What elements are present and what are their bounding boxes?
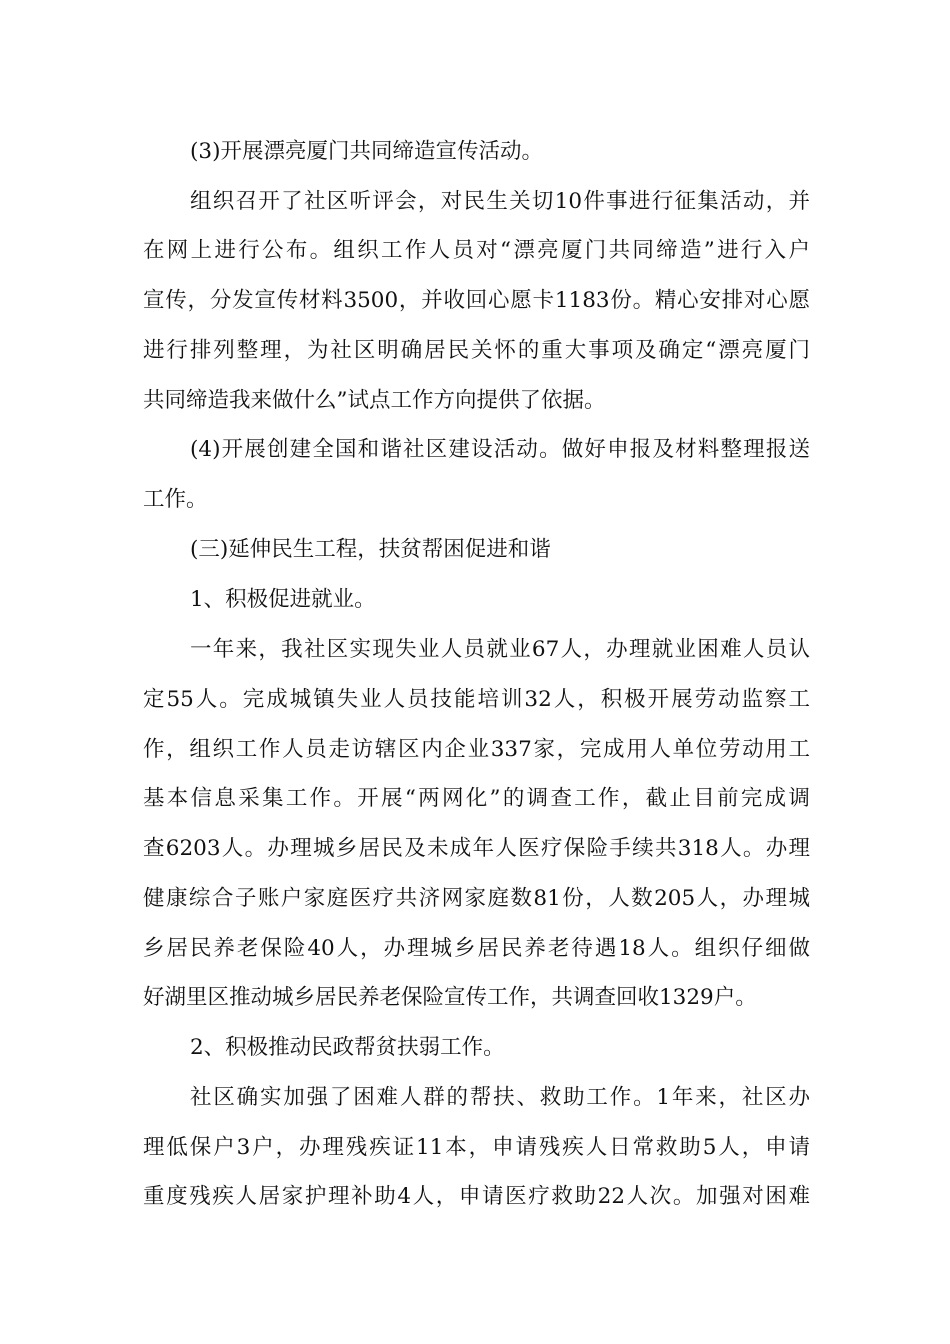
paragraph-line: 重度残疾人居家护理补助4人，申请医疗救助22人次。加强对困难 xyxy=(143,1184,810,1209)
paragraph-line: 宣传，分发宣传材料3500，并收回心愿卡1183份。精心安排对心愿 xyxy=(143,288,810,313)
paragraph-line: 定55人。完成城镇失业人员技能培训32人，积极开展劳动监察工 xyxy=(143,687,810,712)
section-heading-3: (三)延伸民生工程，扶贫帮困促进和谐 xyxy=(190,537,551,562)
subsection-heading-1: 1、积极促进就业。 xyxy=(190,587,376,612)
paragraph-line: 作，组织工作人员走访辖区内企业337家，完成用人单位劳动用工 xyxy=(143,737,810,762)
paragraph-line: 好湖里区推动城乡居民养老保险宣传工作，共调查回收1329户。 xyxy=(143,985,757,1010)
paragraph-line: 乡居民养老保险40人，办理城乡居民养老待遇18人。组织仔细做 xyxy=(143,936,810,961)
paragraph-line: 健康综合子账户家庭医疗共济网家庭数81份，人数205人，办理城 xyxy=(143,886,810,911)
paragraph-line: 共同缔造我来做什么”试点工作方向提供了依据。 xyxy=(143,388,606,413)
paragraph-heading-4: (4)开展创建全国和谐社区建设活动。做好申报及材料整理报送 xyxy=(190,437,810,462)
paragraph-line: 一年来，我社区实现失业人员就业67人，办理就业困难人员认 xyxy=(190,637,810,662)
paragraph-line: 理低保户3户，办理残疾证11本，申请残疾人日常救助5人，申请 xyxy=(143,1135,810,1160)
paragraph-line: 在网上进行公布。组织工作人员对“漂亮厦门共同缔造”进行入户 xyxy=(143,238,810,263)
subsection-heading-2: 2、积极推动民政帮贫扶弱工作。 xyxy=(190,1035,505,1060)
paragraph-line: 组织召开了社区听评会，对民生关切10件事进行征集活动，并 xyxy=(190,189,810,214)
paragraph-line: 社区确实加强了困难人群的帮扶、救助工作。1年来，社区办 xyxy=(190,1085,810,1110)
paragraph-line: 工作。 xyxy=(143,487,208,512)
paragraph-line: 查6203人。办理城乡居民及未成年人医疗保险手续共318人。办理 xyxy=(143,836,810,861)
paragraph-line: 进行排列整理，为社区明确居民关怀的重大事项及确定“漂亮厦门 xyxy=(143,338,810,363)
paragraph-line: 基本信息采集工作。开展“两网化”的调查工作，截止目前完成调 xyxy=(143,786,810,811)
paragraph-heading-3: (3)开展漂亮厦门共同缔造宣传活动。 xyxy=(190,139,543,164)
